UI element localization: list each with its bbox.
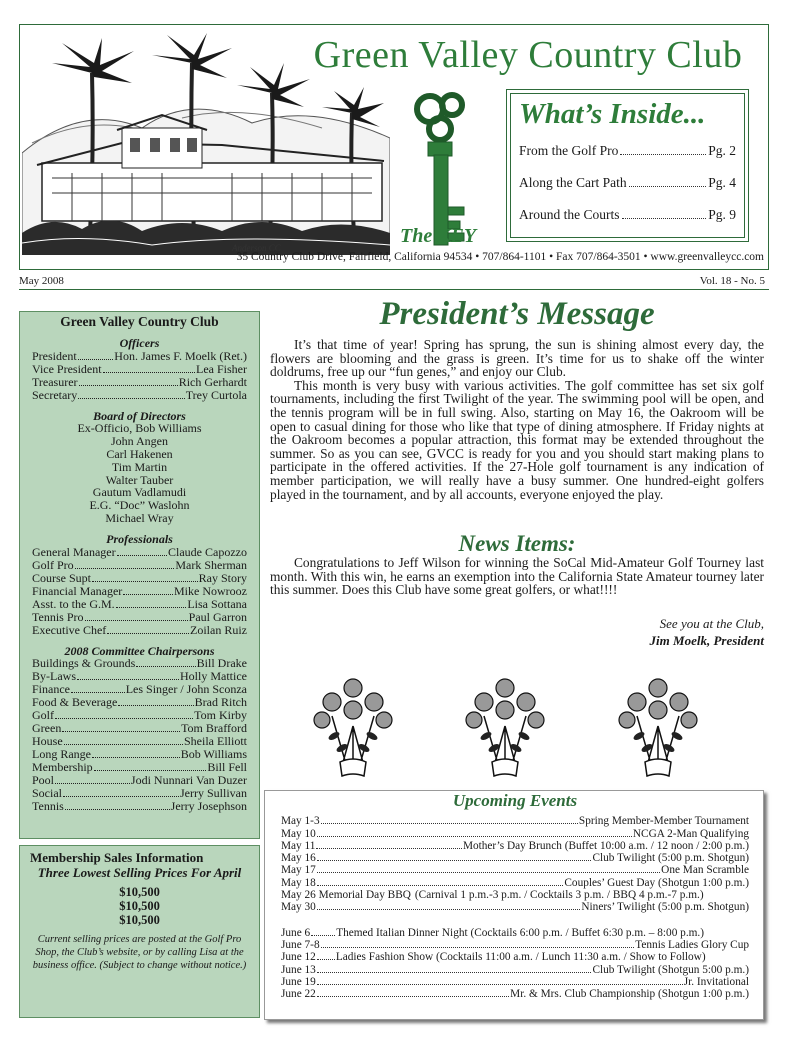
event-date: June 6	[281, 926, 311, 939]
leader-dots	[321, 823, 578, 824]
event-date: May 18	[281, 876, 316, 889]
event-row	[281, 901, 749, 913]
club-address: 35 Country Club Drive, Fairfield, California 94534 • 707/864-1101 • Fax 707/864-3501 • www.greenvalleycc.com	[236, 251, 764, 263]
person-name: Jerry Josephson	[170, 799, 247, 814]
role: Financial Manager	[32, 583, 123, 598]
leader-dots	[316, 848, 462, 849]
officers-heading: Officers	[119, 335, 160, 350]
message-paragraph: It’s that time of year! Spring has sprung, the sun is shining almost every day, the flowers are blooming and the grass is green. It’s time for us to shake off the winter doldrums, free up our “fun genes,” and enjoy our Club.	[270, 337, 764, 380]
person-name: Paul Garron	[188, 609, 247, 624]
leader-dots	[55, 783, 130, 784]
leader-dots	[64, 744, 183, 745]
sales-title: Membership Sales Information	[30, 850, 204, 865]
event-row	[281, 927, 749, 939]
toc-page: Pg. 4	[708, 175, 736, 190]
committee-row	[32, 800, 247, 813]
leader-dots	[85, 620, 188, 621]
leader-dots	[92, 581, 198, 582]
leader-dots	[317, 836, 632, 837]
person-name: Jodi Nunnari Van Duzer	[130, 773, 247, 788]
event-row	[281, 852, 749, 864]
sale-price: $10,500	[119, 899, 160, 913]
sale-price: $10,500	[119, 913, 160, 927]
masthead	[19, 24, 769, 270]
presidents-message-body	[270, 338, 764, 501]
dateline	[19, 275, 769, 290]
sidebar-title: Green Valley Country Club	[60, 314, 219, 329]
board-member: Walter Tauber	[105, 472, 174, 487]
event-desc: Couples’ Guest Day (Shotgun 1:00 p.m.)	[564, 876, 749, 889]
officer-row	[32, 376, 247, 389]
key-logo-text: The KEY	[400, 225, 477, 247]
events-title: Upcoming Events	[452, 791, 578, 810]
role: Green	[32, 721, 62, 736]
event-row	[281, 951, 749, 963]
event-desc: One Man Scramble	[661, 864, 749, 877]
section-gap	[281, 914, 749, 927]
event-desc: Mother’s Day Brunch (Buffet 10:00 a.m. / 12 noon / 2:00 p.m.)	[462, 839, 749, 852]
role: House	[32, 734, 63, 749]
event-date: May 11	[281, 839, 316, 852]
leader-dots	[317, 996, 509, 997]
rose-bouquet-icon	[464, 676, 546, 782]
event-row	[281, 939, 749, 951]
event-desc: Tennis Ladies Glory Cup	[635, 938, 749, 951]
person-name: Bob Williams	[180, 747, 247, 762]
role: Course Supt	[32, 570, 92, 585]
officer-row	[32, 389, 247, 402]
leader-dots	[622, 218, 707, 219]
leader-dots	[75, 568, 175, 569]
club-name: Green Valley Country Club	[313, 34, 743, 76]
board-member: Carl Hakenen	[106, 446, 173, 461]
message-paragraph: This month is very busy with various activities. The golf committee has set six golf tournaments, including the first Twilight of the year. The swimming pool will be open, and the tennis program will be in full swing. Also, starting on May 16, the Oakroom will be open to casual dining for those who like that type of dining atmosphere. If Friday nights at the Oakroom becomes a popular attraction, this format may be extended throughout the summer. So as you can see, GVCC is ready for you and you should start making plans to participate in the offered activities. If the 27-Hole golf tournament is any indication of member participation, we will really have a busy summer. One hundred-eight golfers played in the tournament, and by all accounts, everyone enjoyed the play.	[270, 377, 764, 502]
event-row	[281, 877, 749, 889]
issue-volume: Vol. 18 - No. 5	[699, 275, 765, 287]
leader-dots	[77, 679, 179, 680]
board-list	[32, 422, 247, 524]
role: Long Range	[32, 747, 91, 762]
event-row	[281, 889, 749, 901]
leader-dots	[62, 731, 180, 732]
person-name: Lisa Sottana	[187, 596, 247, 611]
pro-row	[32, 546, 247, 559]
event-desc: Niners’ Twilight (5:00 p.m. Shotgun)	[581, 901, 749, 914]
board-member: Gautum Vadlamudi	[92, 485, 187, 500]
event-desc: Club Twilight (Shotgun 5:00 p.m.)	[592, 963, 749, 976]
person-name: Bill Drake	[196, 656, 247, 671]
leader-dots	[311, 935, 335, 936]
event-desc: Ladies Fashion Show (Cocktails 11:00 a.m. / Lunch 11:30 a.m. / Show to Follow)	[335, 951, 706, 964]
person-name: Holly Mattice	[180, 669, 247, 684]
leader-dots	[117, 555, 167, 556]
toc-label: From the Golf Pro	[519, 143, 619, 158]
signoff	[470, 615, 764, 649]
role: Secretary	[32, 387, 78, 402]
rose-bouquet-icon	[312, 676, 394, 782]
event-desc: Club Twilight (5:00 p.m. Shotgun)	[592, 852, 749, 865]
event-date: May 16	[281, 852, 316, 865]
board-member: Tim Martin	[111, 459, 168, 474]
leader-dots	[55, 718, 193, 719]
board-member: John Angen	[111, 434, 168, 449]
event-date: May 30	[281, 901, 316, 914]
role: Buildings & Grounds	[32, 656, 136, 671]
person-name: Ray Story	[198, 570, 247, 585]
pro-row	[32, 572, 247, 585]
board-member: Michael Wray	[105, 510, 174, 525]
person-name: Tom Kirby	[194, 708, 247, 723]
leader-dots	[317, 959, 335, 960]
event-desc: NCGA 2-Man Qualifying	[632, 827, 749, 840]
person-name: Claude Capozzo	[168, 544, 247, 559]
role: Finance	[32, 682, 70, 697]
leader-dots	[317, 885, 564, 886]
role: President	[32, 348, 77, 363]
board-heading: Board of Directors	[93, 408, 186, 423]
role: By-Laws	[32, 669, 76, 684]
person-name: Rich Gerhardt	[178, 374, 247, 389]
leader-dots	[92, 757, 180, 758]
event-date: May 1-3	[281, 815, 320, 828]
officer-row	[32, 350, 247, 363]
person-name: Sheila Elliott	[184, 734, 247, 749]
event-desc: Spring Member-Member Tournament	[578, 815, 749, 828]
event-row	[281, 988, 749, 1000]
role: Asst. to the G.M.	[32, 596, 115, 611]
leader-dots	[629, 186, 707, 187]
person-name: Lea Fisher	[196, 361, 247, 376]
presidents-message-title: President’s Message	[379, 296, 655, 332]
role: General Manager	[32, 544, 116, 559]
toc-item[interactable]	[519, 143, 736, 159]
person-name: Mark Sherman	[175, 557, 247, 572]
signature: Jim Moelk, President	[649, 633, 764, 648]
board-member: E.G. “Doc” Waslohn	[89, 498, 190, 513]
leader-dots	[65, 809, 170, 810]
event-date: May 17	[281, 864, 316, 877]
news-items-title: News Items:	[458, 531, 576, 556]
leader-dots	[116, 607, 187, 608]
event-date: June 12	[281, 951, 316, 964]
event-row	[281, 840, 749, 852]
event-desc: Mr. & Mrs. Club Championship (Shotgun 1:00 p.m.)	[510, 988, 749, 1001]
news-items-body	[270, 556, 764, 597]
person-name: Bill Fell	[207, 760, 247, 775]
membership-sales-box	[19, 845, 260, 1018]
role: Tennis Pro	[32, 609, 84, 624]
leader-dots	[78, 359, 114, 360]
sales-subtitle: Three Lowest Selling Prices For April	[37, 865, 242, 880]
whats-inside-box	[506, 89, 749, 242]
leader-dots	[79, 385, 178, 386]
leader-dots	[317, 872, 660, 873]
sales-note: Current selling prices are posted at the Golf Pro Shop, the Club’s website, or by calling Lisa at the business office. (Subject to change without notice.)	[32, 934, 247, 971]
sale-price: $10,500	[119, 885, 160, 899]
person-name: Trey Curtola	[185, 387, 247, 402]
rose-bouquet-icon	[617, 676, 699, 782]
leader-dots	[317, 984, 683, 985]
event-date: June 13	[281, 963, 316, 976]
toc-label: Along the Cart Path	[519, 175, 627, 190]
event-desc: Jr. Invitational	[683, 975, 749, 988]
leader-dots	[317, 909, 581, 910]
leader-dots	[107, 633, 189, 634]
leader-dots	[321, 947, 635, 948]
role: Social	[32, 786, 62, 801]
event-desc: Themed Italian Dinner Night (Cocktails 6:00 p.m. / Buffet 6:30 p.m. – 8:00 p.m.)	[336, 926, 705, 939]
event-date: May 10	[281, 827, 316, 840]
event-row	[281, 828, 749, 840]
event-date: June 22	[281, 988, 316, 1001]
role: Pool	[32, 773, 55, 788]
pro-row	[32, 559, 247, 572]
closing-line: See you at the Club,	[659, 616, 764, 631]
person-name: Brad Ritch	[194, 695, 247, 710]
role: Vice President	[32, 361, 102, 376]
person-name: Hon. James F. Moelk (Ret.)	[114, 348, 247, 363]
role: Treasurer	[32, 374, 78, 389]
event-row	[281, 815, 749, 827]
pro-row	[32, 598, 247, 611]
artist-signature: Anderson CC	[232, 243, 281, 253]
leader-dots	[118, 705, 193, 706]
person-name: Zoilan Ruiz	[190, 622, 247, 637]
board-member: Ex-Officio, Bob Williams	[77, 421, 202, 436]
toc-item[interactable]	[519, 207, 736, 223]
officer-row	[32, 363, 247, 376]
event-desc: (Carnival 1 p.m.-3 p.m. / Cocktails 3 p.m. / BBQ 4 p.m.-7 p.m.)	[414, 889, 704, 902]
leader-dots	[71, 692, 125, 693]
toc-label: Around the Courts	[519, 207, 620, 222]
leader-dots	[103, 372, 195, 373]
event-date: June 7-8	[281, 938, 320, 951]
leader-dots	[123, 594, 173, 595]
role: Membership	[32, 760, 93, 775]
pro-row	[32, 611, 247, 624]
leader-dots	[63, 796, 179, 797]
news-paragraph: Congratulations to Jeff Wilson for winning the SoCal Mid-Amateur Golf Tourney last month. With this win, he earns an exemption into the California State Amateur tourney later this summer. Does this Club have some great golfers, or what!!!!	[270, 555, 764, 598]
event-date: June 19	[281, 975, 316, 988]
role: Food & Beverage	[32, 695, 118, 710]
issue-date: May 2008	[19, 275, 64, 287]
person-name: Mike Nowrooz	[174, 583, 247, 598]
person-name: Les Singer / John Sconza	[125, 682, 247, 697]
leader-dots	[620, 154, 706, 155]
event-row	[281, 964, 749, 976]
toc-item[interactable]	[519, 175, 736, 191]
toc-page: Pg. 9	[708, 207, 736, 222]
leader-dots	[136, 666, 195, 667]
person-name: Jerry Sullivan	[180, 786, 247, 801]
professionals-heading: Professionals	[106, 531, 173, 546]
role: Executive Chef	[32, 622, 107, 637]
directory-sidebar	[19, 311, 260, 839]
leader-dots	[317, 860, 592, 861]
upcoming-events-box	[264, 790, 764, 1020]
pro-row	[32, 585, 247, 598]
leader-dots	[78, 398, 184, 399]
event-row	[281, 976, 749, 988]
event-date: May 26 Memorial Day BBQ	[281, 889, 411, 902]
pro-row	[32, 624, 247, 637]
person-name: Tom Brafford	[181, 721, 247, 736]
role: Golf	[32, 708, 54, 723]
role: Golf Pro	[32, 557, 74, 572]
event-row	[281, 864, 749, 876]
key-logo	[390, 87, 506, 257]
leader-dots	[94, 770, 207, 771]
role: Tennis	[32, 799, 64, 814]
toc-page: Pg. 2	[708, 143, 736, 158]
committee-heading: 2008 Committee Chairpersons	[64, 643, 215, 658]
whats-inside-title: What’s Inside...	[519, 98, 706, 130]
leader-dots	[317, 972, 592, 973]
